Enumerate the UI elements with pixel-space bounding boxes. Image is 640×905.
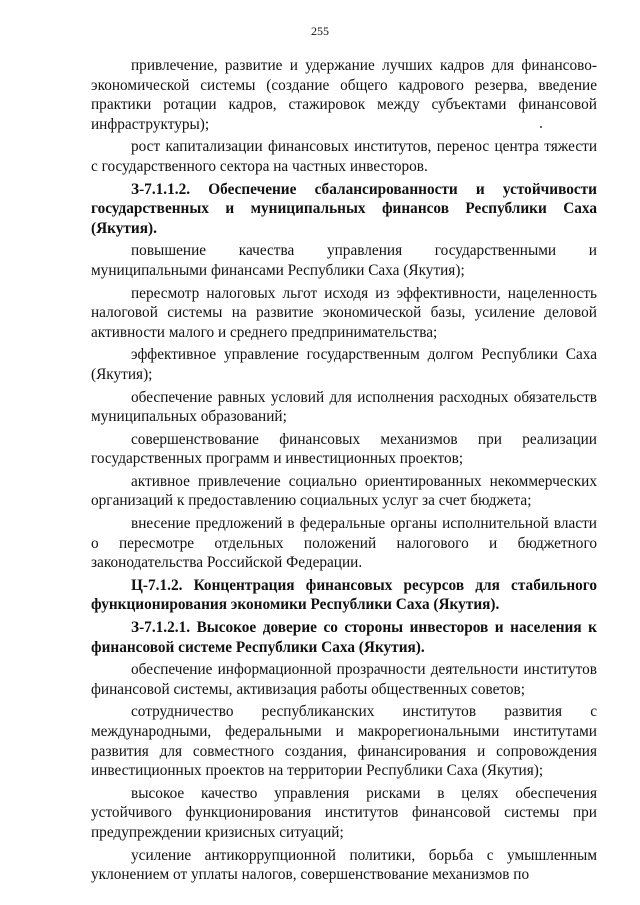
paragraph: обеспечение информационной прозрачности деятельности институтов финансовой системы, активизация работы общественных советов; [91, 661, 597, 698]
paragraph: рост капитализации финансовых институтов, перенос центра тяжести с государственного сектора на частных инвесторов. [91, 138, 597, 175]
section-heading: З-7.1.1.2. Обеспечение сбалансированности и устойчивости государственных и муниципальных финансов Республики Саха (Якутия). [91, 180, 597, 237]
paragraph: совершенствование финансовых механизмов при реализации государственных программ и инвестиционных проектов; [91, 430, 597, 468]
paragraph: внесение предложений в федеральные органы исполнительной власти о пересмотре отдельных положений налогового и бюджетного законодательства Российской Федерации. [91, 515, 597, 572]
paragraph: повышение качества управления государственными и муниципальными финансами Республики Саха (Якутия); [91, 242, 597, 279]
paragraph: сотрудничество республиканских институтов развития с международными, федеральными и макрорегиональными институтами развития для совместного создания, финансирования и сопровождения инвестиционных проектов на территории Республики Саха (Якутия); [91, 703, 597, 780]
section-heading: Ц-7.1.2. Концентрация финансовых ресурсов для стабильного функционирования экономики Республики Саха (Якутия). [91, 576, 597, 614]
paragraph: привлечение, развитие и удержание лучших кадров для финансово-экономической системы (создание общего кадрового резерва, введение практики ротации кадров, стажировок между субъектами финансовой инфраструктуры); [91, 57, 597, 133]
paragraph: обеспечение равных условий для исполнения расходных обязательств муниципальных образований; [91, 388, 597, 426]
section-heading: З-7.1.2.1. Высокое доверие со стороны инвесторов и населения к финансовой системе Республики Саха (Якутия). [91, 619, 597, 656]
document-body [91, 56, 597, 888]
paragraph: эффективное управление государственным долгом Республики Саха (Якутия); [91, 346, 597, 383]
paragraph: пересмотр налоговых льгот исходя из эффективности, нацеленность налоговой системы на развитие экономической базы, усиление деловой активности малого и среднего предпринимательства; [91, 284, 597, 341]
paragraph: активное привлечение социально ориентированных некоммерческих организаций к предоставлению социальных услуг за счет бюджета; [91, 472, 597, 510]
paragraph: высокое качество управления рисками в целях обеспечения устойчивого функционирования институтов финансовой системы при предупреждении кризисных ситуаций; [91, 784, 597, 841]
page-number: 255 [311, 24, 329, 38]
paragraph: усиление антикоррупционной политики, борьба с умышленным уклонением от уплаты налогов, совершенствование механизмов по [91, 846, 597, 884]
